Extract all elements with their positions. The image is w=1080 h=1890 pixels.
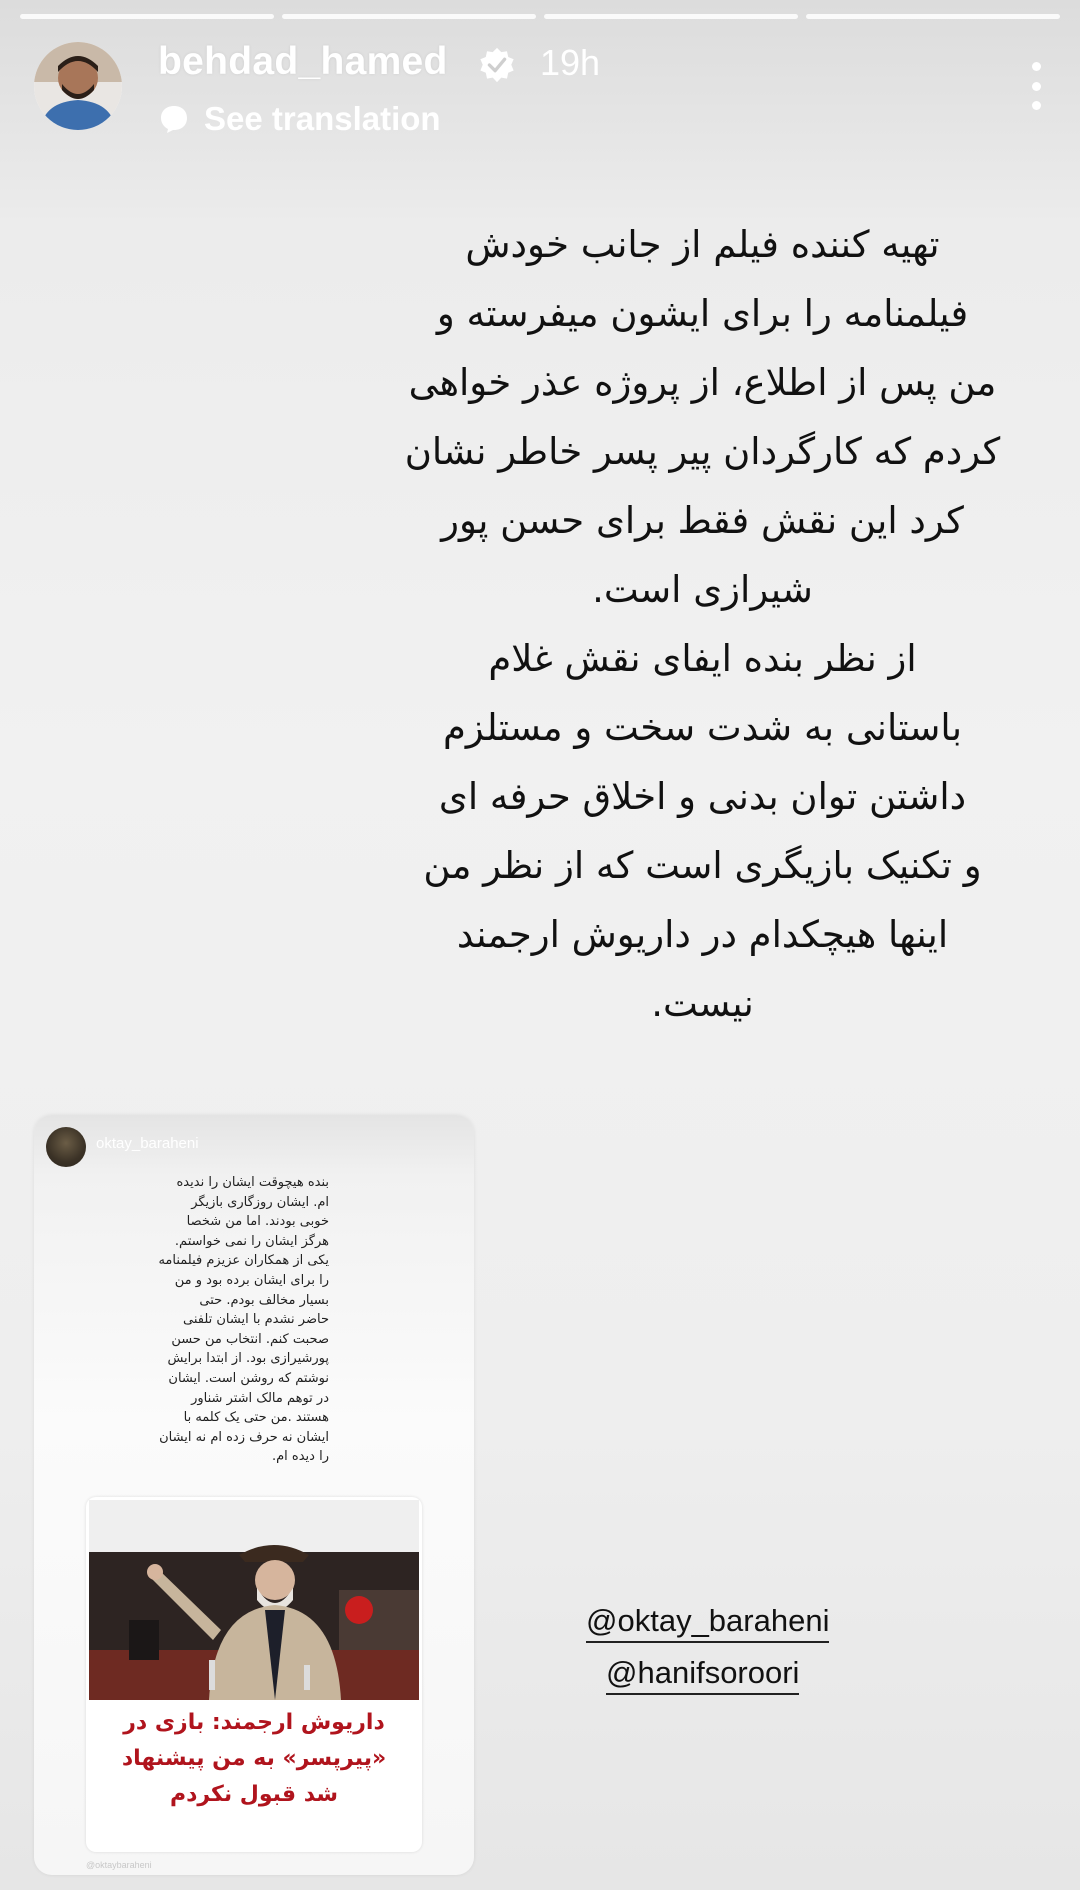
news-headline-line: «پیرپسر» به من پیشنهاد [121,1746,387,1771]
progress-segment [282,14,536,19]
shared-story-line: پورشیرازی بود. از ابتدا برایش [167,1351,329,1367]
mention-oktay-baraheni[interactable]: @oktay_baraheni [586,1602,829,1643]
caption-line: من پس از اطلاع، از پروژه عذر خواهی [408,361,997,404]
translate-bubble-icon [158,103,190,135]
shared-story-footer: @oktaybaraheni [86,1860,152,1870]
caption-line: کردم که کارگردان پیر پسر خاطر نشان [404,430,1001,473]
mention-hanifsoroori[interactable]: @hanifsoroori [606,1654,799,1695]
shared-story-line: یکی از همکاران عزیزم فیلمنامه [158,1253,329,1269]
caption-line: و تکنیک بازیگری است که از نظر من [423,844,982,887]
news-headline [94,1705,414,1813]
shared-story-line: را برای ایشان برده بود و من [174,1272,329,1288]
caption-line: نیست. [651,982,754,1025]
shared-story-line: ایشان نه حرف زده ام نه ایشان [159,1429,329,1445]
caption-line: فیلمنامه را برای ایشون میفرسته و [436,292,969,335]
shared-story-text [129,1173,329,1467]
shared-story-line: ام. ایشان روزگاری بازیگر [191,1194,329,1210]
story-username[interactable]: behdad_hamed [158,40,448,83]
see-translation-label: See translation [204,100,441,137]
news-photo [89,1500,419,1700]
caption-line: از نظر بنده ایفای نقش غلام [488,637,917,680]
news-headline-line: داریوش ارجمند: بازی در [123,1710,385,1735]
caption-line: باستانی به شدت سخت و مستلزم [443,706,962,749]
news-post [86,1497,422,1852]
shared-story-line: در توهم مالک اشتر شناور [191,1390,329,1406]
caption-line: کرد این نقش فقط برای حسن پور [441,499,964,542]
shared-story-username: oktay_baraheni [96,1135,199,1152]
caption-line: داشتن توان بدنی و اخلاق حرفه ای [438,775,967,818]
progress-segment [806,14,1060,19]
shared-story-line: هستند .من حتی یک کلمه با [183,1410,329,1426]
shared-story-line: حاضر نشدم با ایشان تلفنی [183,1312,329,1328]
shared-story-line: صحبت کنم. انتخاب من حسن [171,1331,329,1347]
story-caption [380,210,1025,1038]
caption-line: تهیه کننده فیلم از جانب خودش [465,223,940,266]
shared-story-line: را دیده ام. [272,1449,329,1465]
caption-line: شیرازی است. [592,568,813,611]
story-time: 19h [540,42,601,83]
shared-story-line: هرگز ایشان را نمی خواستم. [174,1233,329,1249]
more-vertical-icon [1032,62,1041,71]
shared-story-line: نوشتم که روشن است. ایشان [168,1370,329,1386]
more-options-button[interactable] [1028,62,1044,110]
shared-story-line: بسیار مخالف بودم. حتی [199,1292,329,1308]
story-progress [20,14,1060,19]
progress-segment [544,14,798,19]
news-headline-line: شد قبول نکردم [169,1782,339,1807]
progress-segment [20,14,274,19]
verified-badge-icon [478,46,516,84]
shared-story-line: خوبی بودند. اما من شخصا [186,1214,329,1230]
shared-story-card[interactable] [34,1115,474,1875]
shared-story-line: بنده هیچوقت ایشان را ندیده [176,1175,329,1190]
avatar[interactable] [34,42,122,130]
shared-story-avatar [46,1127,86,1167]
avatar-image [34,42,122,130]
caption-line: اینها هیچکدام در داریوش ارجمند [456,913,949,956]
see-translation-button[interactable] [158,100,441,138]
